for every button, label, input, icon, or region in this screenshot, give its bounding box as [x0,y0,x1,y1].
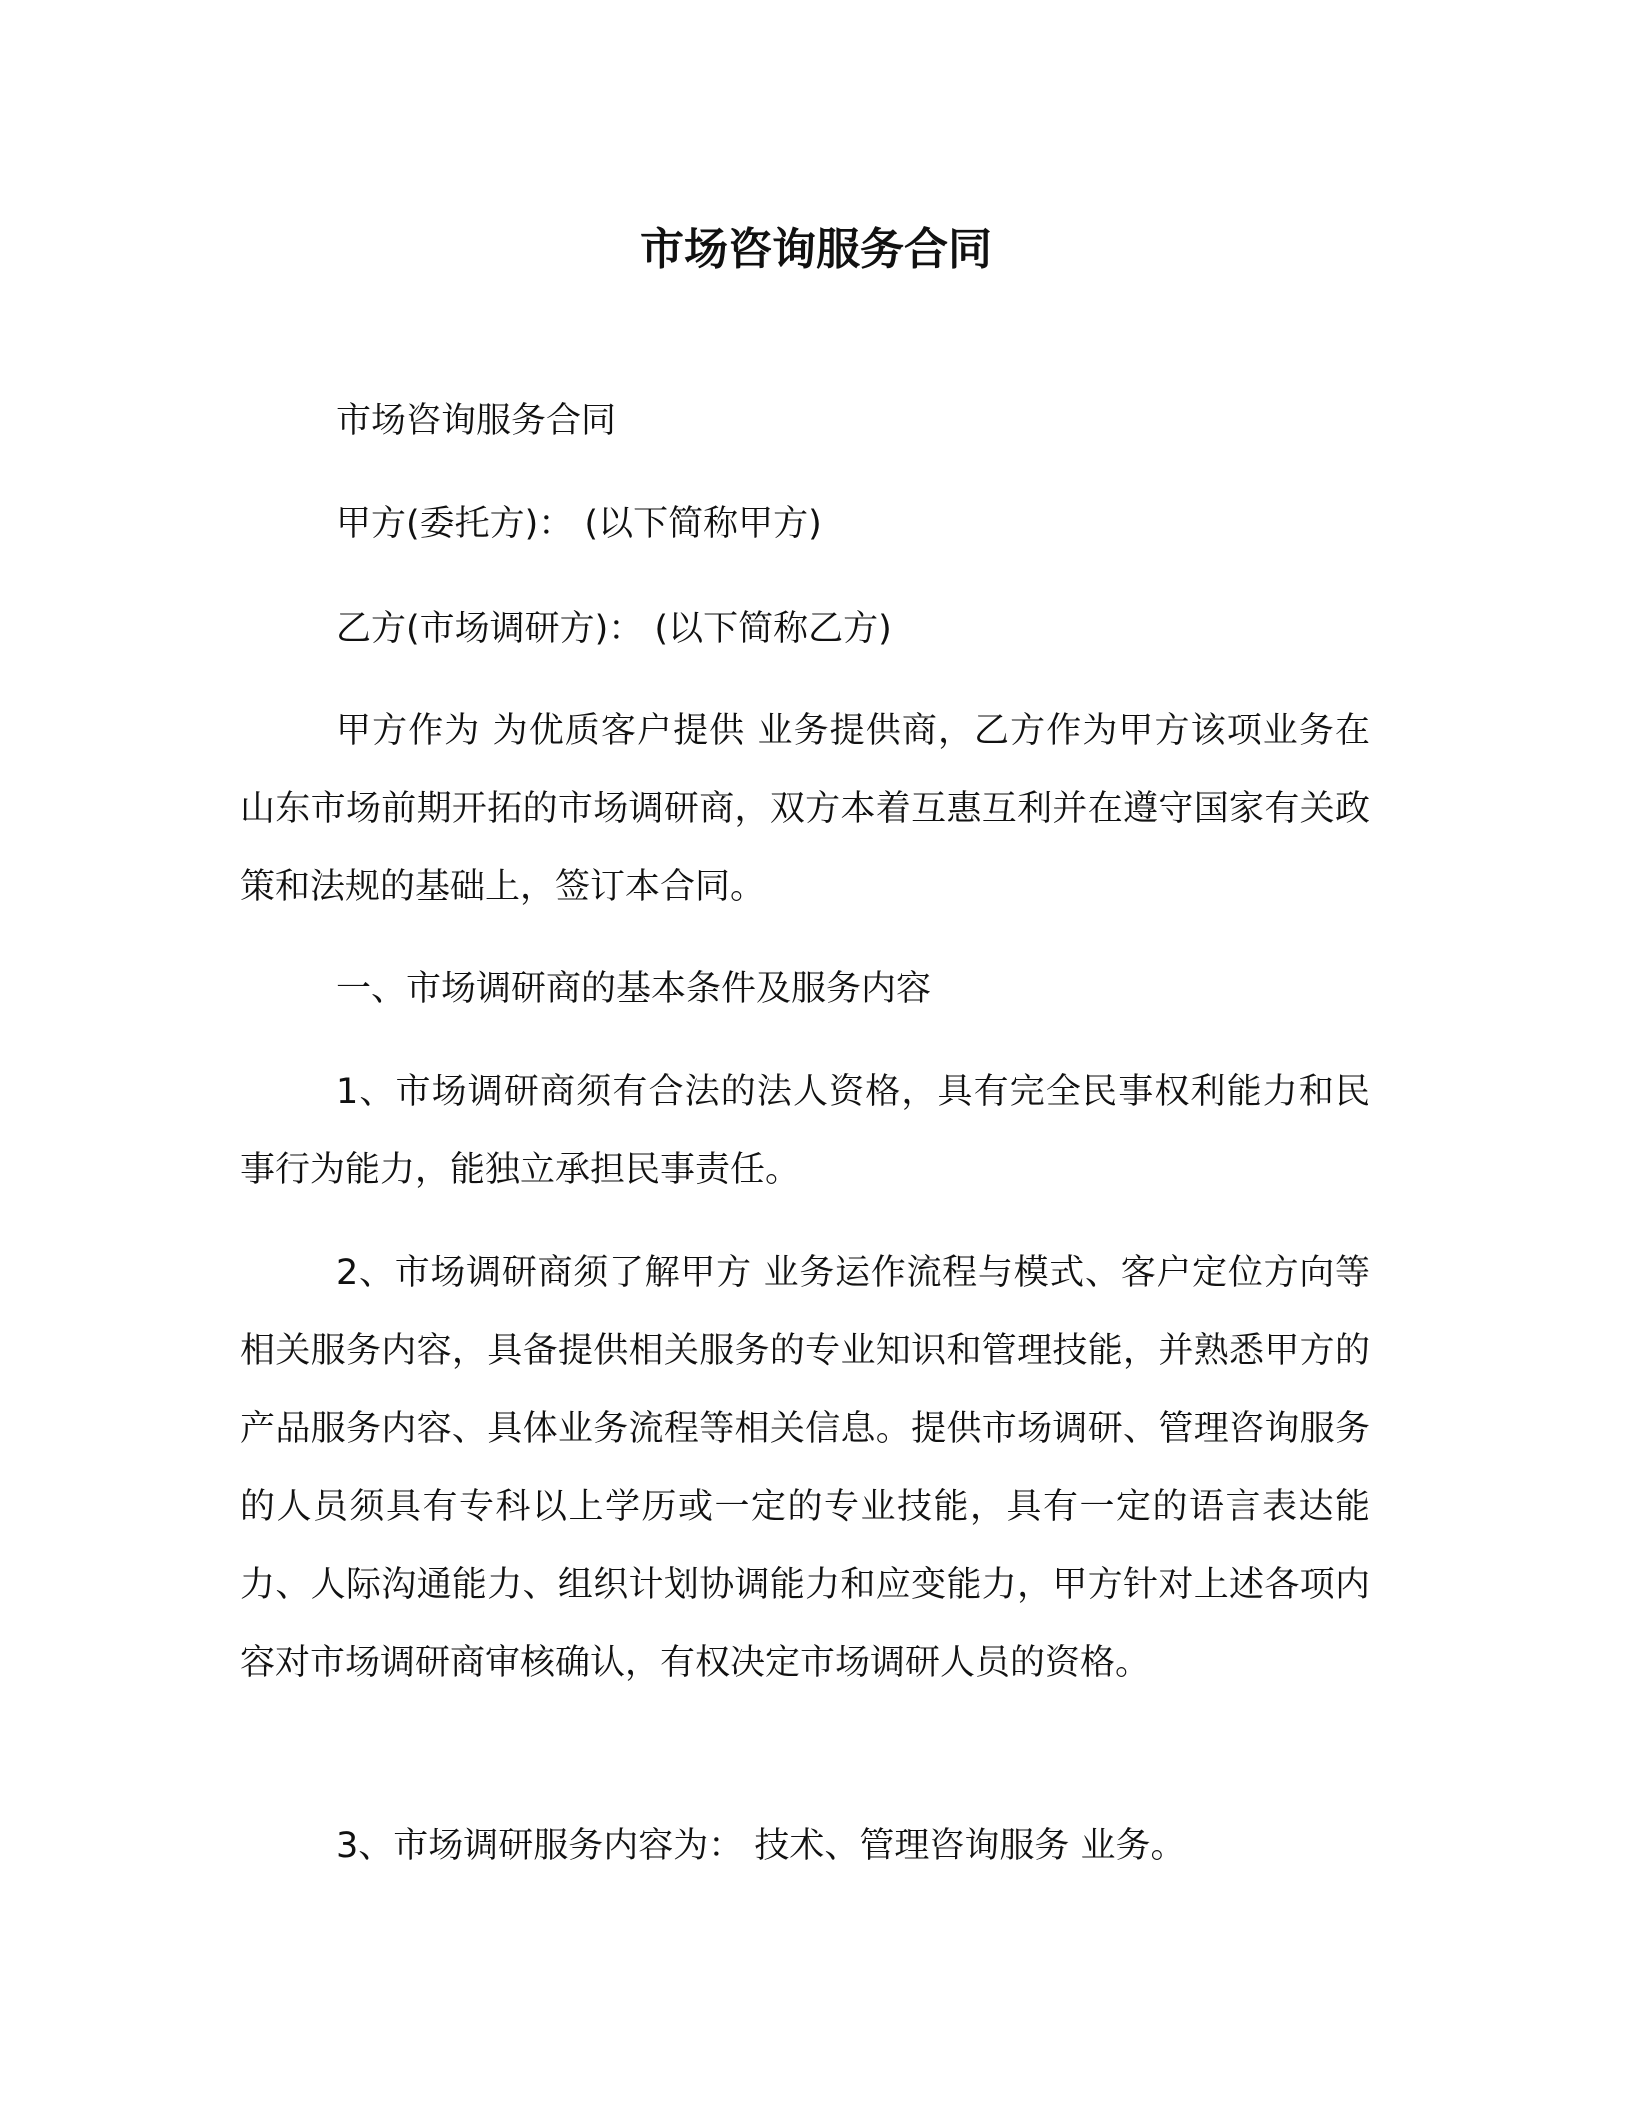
paragraph-party-b: 乙方(市场调研方)： (以下简称乙方) [336,609,892,649]
paragraph-heading-repeat: 市场咨询服务合同 [336,401,617,441]
paragraph-clause-2: 2、市场调研商须了解甲方 业务运作流程与模式、客户定位方向等相关服务内容，具备提供相关服务的专业知识和管理技能，并熟悉甲方的产品服务内容、具体业务流程等相关信息。提供市场调研、管理咨询服务的人员须具有专科以上学历或一定的专业技能，具有一定的语言表达能力、人际沟通能力、组织计划协调能力和应变能力，甲方针对上述各项内容对市场调研商审核确认，有权决定市场调研人员的资格。 [240,1253,1370,1683]
paragraph-clause-1: 1、市场调研商须有合法的法人资格，具有完全民事权利能力和民事行为能力，能独立承担民事责任。 [240,1072,1370,1190]
paragraph-party-a: 甲方(委托方)： (以下简称甲方) [336,504,822,544]
paragraph-clause-3: 3、市场调研服务内容为： 技术、管理咨询服务 业务。 [336,1826,1186,1866]
document-title: 市场咨询服务合同 [640,224,992,275]
paragraph-intro: 甲方作为 为优质客户提供 业务提供商，乙方作为甲方该项业务在山东市场前期开拓的市场调研商，双方本着互惠互利并在遵守国家有关政策和法规的基础上，签订本合同。 [240,711,1370,907]
section-heading-1: 一、市场调研商的基本条件及服务内容 [336,969,932,1009]
